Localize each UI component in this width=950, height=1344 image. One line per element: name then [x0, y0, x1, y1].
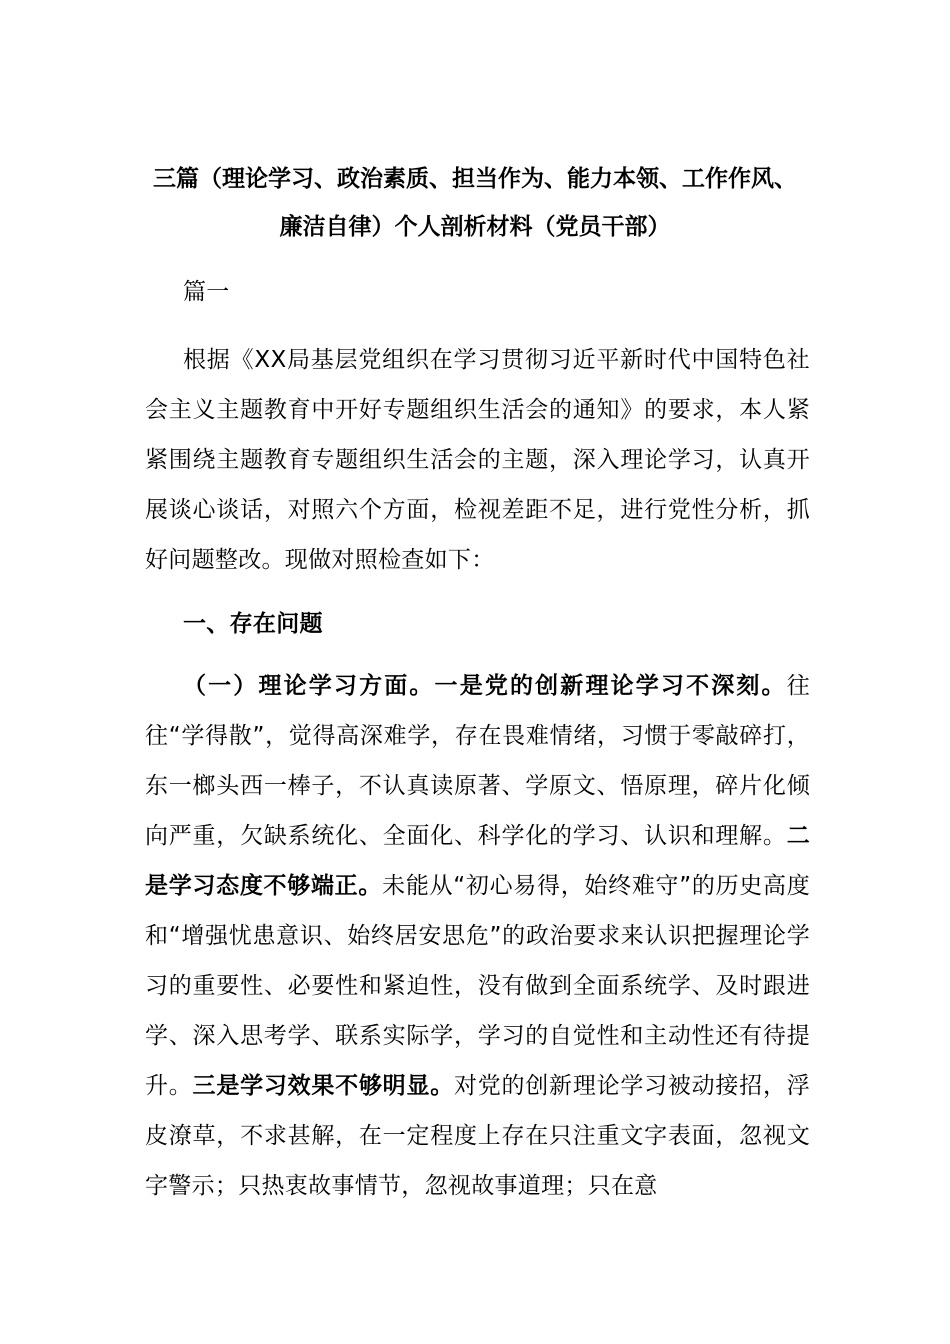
point-three-label: 三是学习效果不够明显。 [192, 1073, 454, 1099]
paragraph-text-1: 往往“学得散”，觉得高深难学，存在畏难情绪，习惯于零敲碎打，东一榔头西一棒子，不认真读原著、学原文、悟原理，碎片化倾向严重，欠缺系统化、全面化、科学化的学习、认识和理解。 [145, 673, 810, 849]
title-line-2: 廉洁自律）个人剖析材料（党员干部） [279, 214, 671, 240]
section-label: 篇一 [183, 279, 230, 305]
document-title [100, 155, 850, 251]
subheading-theory-study: （一）理论学习方面。一是党的创新理论学习不深刻。 [183, 673, 787, 699]
title-line-1: 三篇（理论学习、政治素质、担当作为、能力本领、工作作风、 [153, 166, 797, 192]
document-body [145, 267, 810, 1211]
intro-paragraph: 根据《XX局基层党组织在学习贯彻习近平新时代中国特色社会主义主题教育中开好专题组织生活会的通知》的要求，本人紧紧围绕主题教育专题组织生活会的主题，深入理论学习，认真开展谈心谈话，对照六个方面，检视差距不足，进行党性分析，抓好问题整改。现做对照检查如下： [145, 347, 810, 573]
paragraph-theory-study [145, 661, 810, 1211]
section-heading-problems: 一、存在问题 [183, 611, 323, 637]
paragraph-text-3: 对党的创新理论学习被动接招，浮皮潦草，不求甚解，在一定程度上存在只注重文字表面，忽视文字警示；只热衷故事情节，忽视故事道理；只在意 [145, 1073, 811, 1199]
point-two-label: 二是学习态度不够端正。 [145, 823, 810, 899]
paragraph-text-2: 未能从“初心易得，始终难守”的历史高度和“增强忧患意识、始终居安思危”的政治要求来认识把握理论学习的重要性、必要性和紧迫性，没有做到全面系统学、及时跟进学、深入思考学、联系实际学，学习的自觉性和主动性还有待提升。 [145, 873, 811, 1099]
